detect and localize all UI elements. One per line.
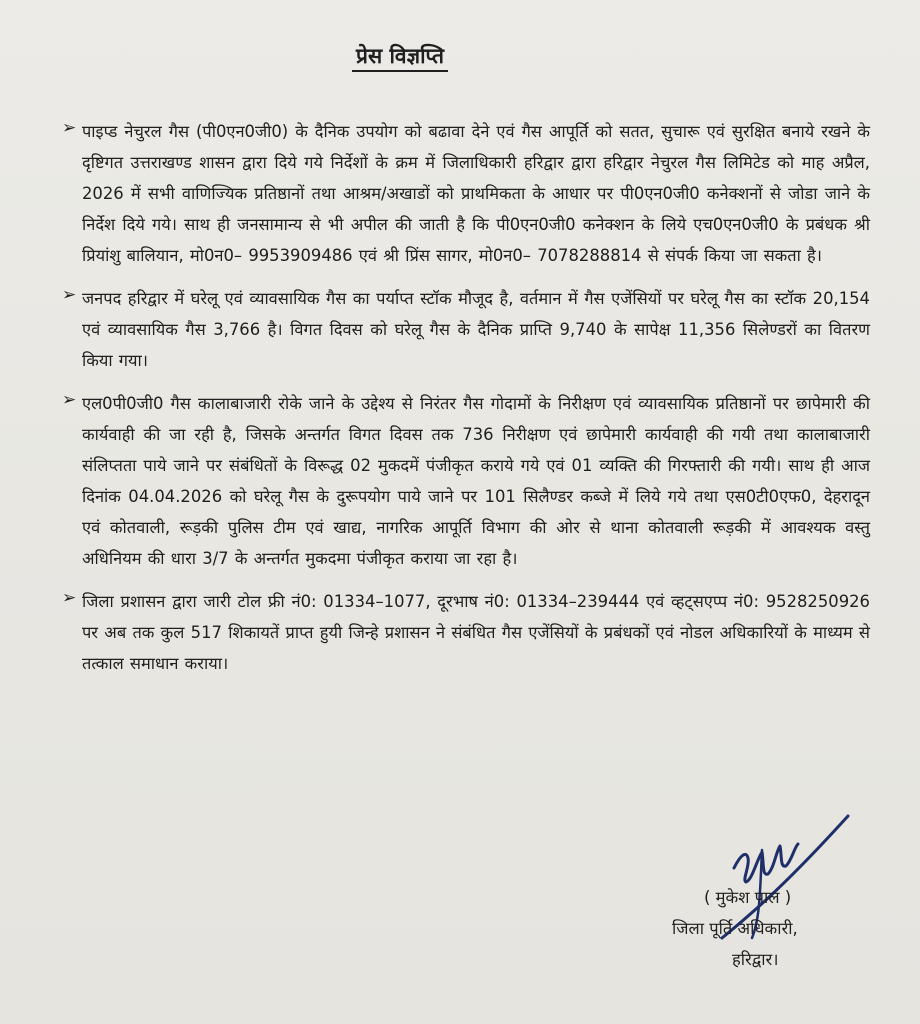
paragraph-text: पाइप्ड नेचुरल गैस (पी0एन0जी0) के दैनिक उपयोग को बढावा देने एवं गैस आपूर्ति को सतत, सुचारू एवं सुरक्षित बनाये रखने के दृष्टिगत उत्तराखण्ड शासन द्वारा दिये गये निर्देशों के क्रम में जिलाधिकारी हरिद्वार द्वारा हरिद्वार नेचुरल गैस लिमिटेड को माह अप्रैल, 2026 में सभी वाणिज्यिक प्रतिष्ठानों तथा आश्रम/अखाडों को प्राथमिकता के आधार पर पी0एन0जी0 कनेक्शनों से जोडा जाने के निर्देश दिये गये। साथ ही जनसामान्य से भी अपील की जाती है कि पी0एन0जी0 कनेक्शन के लिये एच0एन0जी0 के प्रबंधक श्री प्रियांशु बालियान, मो0न0– 9953909486 एवं श्री प्रिंस सागर, मो0न0– 7078288814 से संपर्क किया जा सकता है। xyxy=(82,122,870,265)
signature-block xyxy=(672,882,872,975)
document-title-text: प्रेस विज्ञप्ति xyxy=(352,44,448,72)
paragraph-item xyxy=(62,116,870,271)
paragraph-text: जिला प्रशासन द्वारा जारी टोल फ्री नं0: 01334–1077, दूरभाष नं0: 01334–239444 एवं व्हट्सएप्प नं0: 9528250926 पर अब तक कुल 517 शिकायतें प्राप्त हुयी जिन्हे प्रशासन ने संबंधित गैस एजेंसियों के प्रबंधकों एवं नोडल अधिकारियों के माध्यम से तत्काल समाधान कराया। xyxy=(82,592,870,673)
paragraph-text: जनपद हरिद्वार में घरेलू एवं व्यावसायिक गैस का पर्याप्त स्टॉक मौजूद है, वर्तमान में गैस एजेंसियों पर घरेलू गैस का स्टॉक 20,154 एवं व्यावसायिक गैस 3,766 है। विगत दिवस को घरेलू गैस के दैनिक प्राप्ति 9,740 के सापेक्ष 11,356 सिलेण्डरों का वितरण किया गया। xyxy=(82,289,870,370)
paragraph-item xyxy=(62,283,870,376)
arrow-bullet-icon: ➢ xyxy=(62,390,77,410)
signatory-name: ( मुकेश पाल ) xyxy=(704,888,792,907)
document-title xyxy=(0,42,800,70)
paragraph-item xyxy=(62,388,870,574)
signatory-designation: जिला पूर्ति अधिकारी, xyxy=(672,919,798,938)
arrow-bullet-icon: ➢ xyxy=(62,285,77,305)
arrow-bullet-icon: ➢ xyxy=(62,118,77,138)
paragraph-item xyxy=(62,586,870,679)
arrow-bullet-icon: ➢ xyxy=(62,588,77,608)
document-body xyxy=(62,116,870,691)
signatory-place: हरिद्वार। xyxy=(732,950,779,969)
paragraph-text: एल0पी0जी0 गैस कालाबाजारी रोके जाने के उद्देश्य से निरंतर गैस गोदामों के निरीक्षण एवं व्यावसायिक प्रतिष्ठानों पर छापेमारी की कार्यवाही की जा रही है, जिसके अन्तर्गत विगत दिवस तक 736 निरीक्षण एवं छापेमारी कार्यवाही की गयी तथा कालाबाजारी संलिप्तता पाये जाने पर संबंधितों के विरूद्ध 02 मुकदमें पंजीकृत कराये गये एवं 01 व्यक्ति की गिरफ्तारी की गयी। साथ ही आज दिनांक 04.04.2026 को घरेलू गैस के दुरूपयोग पाये जाने पर 101 सिलैण्डर कब्जे में लिये गये तथा एस0टी0एफ0, देहरादून एवं कोतवाली, रूड़की पुलिस टीम एवं खाद्य, नागरिक आपूर्ति विभाग की ओर से थाना कोतवाली रूड़की में आवश्यक वस्तु अधिनियम की धारा 3/7 के अन्तर्गत मुकदमा पंजीकृत कराया जा रहा है। xyxy=(82,394,870,568)
